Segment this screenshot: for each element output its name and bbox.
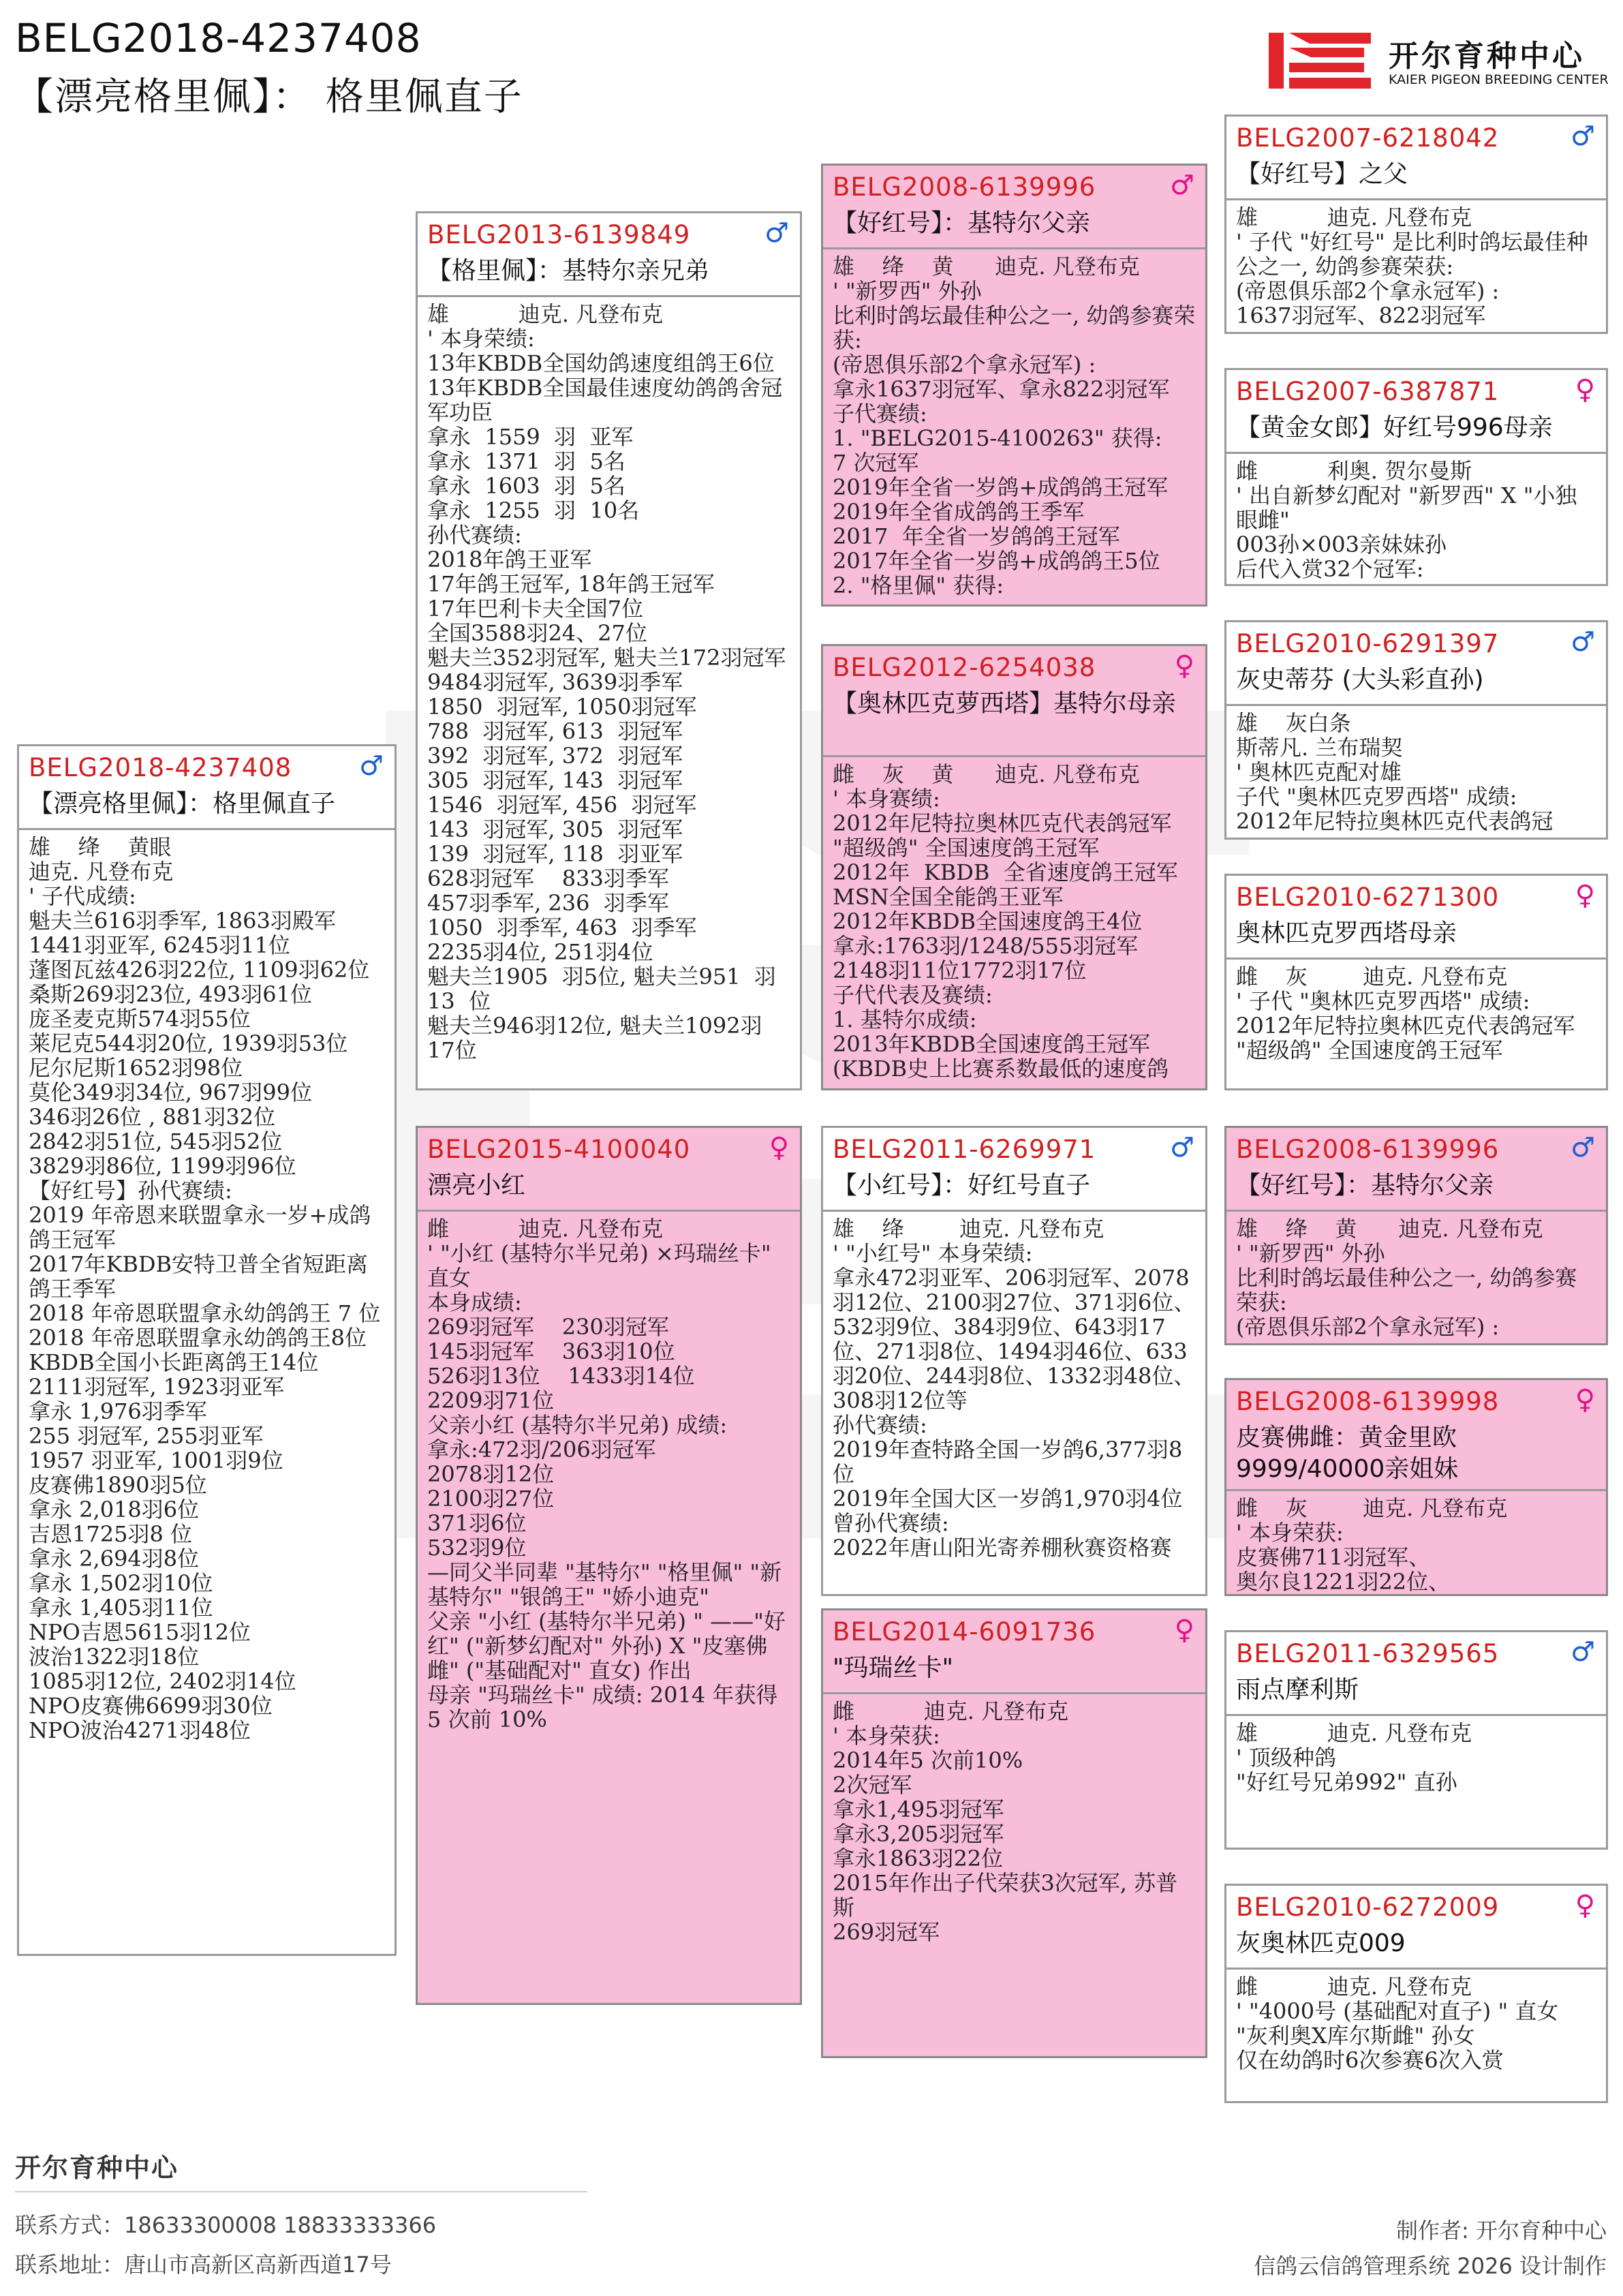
card-details: 雄 灰白条 斯蒂凡. 兰布瑞契 ' 奥林匹克配对雄 子代 "奥林匹克罗西塔" 成绩: 2012年尼特拉奥林匹克代表鸽冠 [1236,711,1554,834]
card-details: 雌 迪克. 凡登布克 ' "4000号 (基础配对直子) " 直女 "灰利奥X库尔斯雌" 孙女 仅在幼鸽时6次参赛6次入赏 [1236,1974,1559,2073]
card-ring-number: BELG2008-6139996 [833,172,1096,202]
card-name: 【漂亮格里佩】：格里佩直子 [29,790,336,818]
card-ring-number: BELG2010-6271300 [1236,883,1500,912]
card-sire[interactable] [416,211,802,1090]
male-symbol-icon: ♂ [1571,1132,1595,1163]
footer-maker: 制作者: 开尔育种中心 [1396,2218,1607,2244]
female-symbol-icon: ♀ [1174,650,1194,682]
card-details: 雄 绛 黄 迪克. 凡登布克 ' "新罗西" 外孙 比利时鸽坛最佳种公之一, 幼鸽参赛荣获: (帝恩俱乐部2个拿永冠军) : [1236,1216,1577,1340]
card-name: "玛瑞丝卡" [833,1654,954,1682]
card-name: 【好红号】之父 [1236,160,1408,188]
card-name: 皮赛佛雌：黄金里欧9999/40000亲姐妹 [1236,1424,1459,1483]
male-symbol-icon: ♂ [359,750,384,782]
card-ring-number: BELG2012-6254038 [833,653,1096,682]
footer-address-label: 联系地址： [15,2252,125,2278]
footer-org: 开尔育种中心 [15,2153,179,2183]
card-sire-dam[interactable] [821,644,1207,1090]
brand-name-en: KAIER PIGEON BREEDING CENTER [1389,72,1609,87]
card-ssd[interactable] [1224,368,1608,586]
card-ring-number: BELG2018-4237408 [29,753,292,782]
female-symbol-icon: ♀ [1174,1614,1194,1646]
card-name: 【小红号】：好红号直子 [833,1172,1091,1199]
card-name: 【格里佩】：基特尔亲兄弟 [427,257,710,285]
card-sdd[interactable] [1224,874,1608,1090]
pedigree-title: 【漂亮格里佩】： 格里佩直子 [15,75,523,119]
card-ring-number: BELG2011-6329565 [1236,1639,1500,1668]
card-ddd[interactable] [1224,1884,1608,2103]
footer-divider [15,2191,587,2192]
card-ring-number: BELG2008-6139998 [1236,1387,1500,1416]
card-name: 【好红号】：基特尔父亲 [1236,1172,1494,1199]
card-name: 【黄金女郎】好红号996母亲 [1236,414,1553,442]
card-details: 雄 绛 黄眼 迪克. 凡登布克 ' 子代成绩: 魁夫兰616羽季军, 1863羽殿军 1441羽亚军, 6245羽11位 蓬图瓦兹426羽22位, 1109羽62位 桑斯269羽23位, 493羽61位 庞圣麦克斯574羽55位 莱尼克544羽20位, 1939羽53位 尼尔尼斯1652羽98位 莫伦349羽34位, 967羽99位 346羽26位 , 881羽32位 2842羽51位, 545羽52位 3829羽86位, 1199羽96位 【好红号】孙代赛绩: 2019 年帝恩来联盟拿永一岁+成鸽鸽王冠军 2017年KBDB安特卫普全省短距离鸽王季军 2018 年帝恩联盟拿永幼鸽鸽王 7 位 2018 年帝恩联盟拿永幼鸽鸽王8位 KBDB全国小长距离鸽王14位 2111羽冠军, 1923羽亚军 拿永 1,976羽季军 255 羽冠军, 255羽亚军 1957 羽亚军, 1001羽9位 皮赛佛1890羽5位 拿永 2,018羽6位 吉恩1725羽8 位 拿永 2,694羽8位 拿永 1,502羽10位 拿永 1,405羽11位 NPO吉恩5615羽12位 波治1322羽18位 1085羽12位, 2402羽14位 NPO皮赛佛6699羽30位 NPO波治4271羽48位 [29,835,381,1743]
footer-contact-label: 联系方式： [15,2212,125,2238]
card-details: 雌 灰 迪克. 凡登布克 ' 本身荣获: 皮赛佛711羽冠军、 奥尔良1221羽22位、 [1236,1496,1508,1594]
card-sss[interactable] [1224,114,1608,334]
card-ring-number: BELG2010-6272009 [1236,1893,1500,1922]
card-details: 雄 迪克. 凡登布克 ' 顶级种鸽 "好红号兄弟992" 直孙 [1236,1721,1472,1795]
card-details: 雄 绛 黄 迪克. 凡登布克 ' "新罗西" 外孙 比利时鸽坛最佳种公之一, 幼鸽参赛荣获: (帝恩俱乐部2个拿永冠军) : 拿永1637羽冠军、拿永822羽冠军 子代赛绩: 1. "BELG2015-4100263" 获得: 7 次冠军 2019年全省一岁鸽+成鸽鸽王冠军 2019年全省成鸽鸽王季军 2017 年全省一岁鸽鸽王冠军 2017年全省一岁鸽+成鸽鸽王5位 2. "格里佩" 获得: [833,254,1196,598]
male-symbol-icon: ♂ [1571,626,1595,658]
card-ring-number: BELG2007-6387871 [1236,377,1500,406]
male-symbol-icon: ♂ [764,217,789,249]
card-ring-number: BELG2013-6139849 [427,220,691,249]
footer-system: 信鸽云信鸽管理系统 2026 设计制作 [1254,2253,1607,2279]
card-dam-dam[interactable] [821,1608,1207,2058]
footer-address [15,2248,392,2279]
female-symbol-icon: ♀ [1575,1384,1595,1415]
kaier-k-logo-icon [1269,29,1378,91]
card-dds[interactable] [1224,1630,1608,1850]
card-name: 灰史蒂芬 (大头彩直孙) [1236,666,1484,694]
card-details: 雌 灰 黄 迪克. 凡登布克 ' 本身赛绩: 2012年尼特拉奥林匹克代表鸽冠军 "超级鸽" 全国速度鸽王冠军 2012年 KBDB 全省速度鸽王冠军 MSN全国全能鸽王亚军 2012年KBDB全国速度鸽王4位 拿永:1763羽/1248/555羽冠军 2148羽11位1772羽17位 子代代表及赛绩: 1. 基特尔成绩: 2013年KBDB全国速度鸽王冠军 (KBDB史上比赛系数最低的速度鸽 [833,762,1178,1082]
brand-name-cn: 开尔育种中心 [1389,39,1585,74]
card-name: 雨点摩利斯 [1236,1676,1359,1704]
male-symbol-icon: ♂ [1170,1132,1194,1163]
male-symbol-icon: ♂ [1170,170,1194,201]
card-ring-number: BELG2011-6269971 [833,1135,1096,1164]
card-name: 漂亮小红 [427,1172,526,1199]
card-details: 雌 利奥. 贺尔曼斯 ' 出自新梦幻配对 "新罗西" X "小独眼雌" 003孙×003亲妹妹孙 后代入赏32个冠军: [1236,459,1577,582]
card-sds[interactable] [1224,620,1608,840]
female-symbol-icon: ♀ [1575,1890,1595,1921]
card-details: 雄 迪克. 凡登布克 ' 子代 "好红号" 是比利时鸽坛最佳种公之一, 幼鸽参赛荣获: (帝恩俱乐部2个拿永冠军) : 1637羽冠军、822羽冠军 [1236,205,1588,328]
card-ring-number: BELG2008-6139996 [1236,1135,1500,1164]
brand-logo [1269,26,1609,94]
card-details: 雄 迪克. 凡登布克 ' 本身荣绩: 13年KBDB全国幼鸽速度组鸽王6位 13年KBDB全国最佳速度幼鸽鸽舍冠军功臣 拿永 1559 羽 亚军 拿永 1371 羽 5名 拿永 1603 羽 5名 拿永 1255 羽 10名 孙代赛绩: 2018年鸽王亚军 17年鸽王冠军, 18年鸽王冠军 17年巴利卡夫全国7位 全国3588羽24、27位 魁夫兰352羽冠军, 魁夫兰172羽冠军 9484羽冠军, 3639羽季军 1850 羽冠军, 1050羽冠军 788 羽冠军, 613 羽冠军 392 羽冠军, 372 羽冠军 305 羽冠军, 143 羽冠军 1546 羽冠军, 456 羽冠军 143 羽冠军, 305 羽冠军 139 羽冠军, 118 羽亚军 628羽冠军 833羽季军 457羽季军, 236 羽季军 1050 羽季军, 463 羽季军 2235羽4位, 251羽4位 魁夫兰1905 羽5位, 魁夫兰951 羽 13 位 魁夫兰946羽12位, 魁夫兰1092羽 17位 [427,302,786,1063]
female-symbol-icon: ♀ [769,1132,789,1163]
card-details: 雌 迪克. 凡登布克 ' 本身荣获: 2014年5 次前10% 2次冠军 拿永1,495羽冠军 拿永3,205羽冠军 拿永1863羽22位 2015年作出子代荣获3次冠军, 苏普斯 269羽冠军 [833,1699,1178,1945]
card-dss[interactable] [1224,1126,1608,1345]
card-sire-sire[interactable] [821,164,1207,607]
card-ring-number: BELG2007-6218042 [1236,123,1500,153]
pedigree-ring-number: BELG2018-4237408 [15,15,422,61]
card-details: 雌 灰 迪克. 凡登布克 ' 子代 "奥林匹克罗西塔" 成绩: 2012年尼特拉奥林匹克代表鸽冠军 "超级鸽" 全国速度鸽王冠军 [1236,964,1575,1063]
footer-address-text: 唐山市高新区高新西道17号 [124,2252,392,2278]
card-self[interactable] [17,744,397,1956]
card-dam-sire[interactable] [821,1126,1207,1596]
card-name: 【奥林匹克萝西塔】基特尔母亲 [833,690,1177,718]
card-ring-number: BELG2010-6291397 [1236,629,1500,658]
card-name: 奥林匹克罗西塔母亲 [1236,919,1457,947]
card-details: 雌 迪克. 凡登布克 ' "小红 (基特尔半兄弟) ×玛瑞丝卡" 直女 本身成绩: 269羽冠军 230羽冠军 145羽冠军 363羽10位 526羽13位 1433羽14位 2209羽71位 父亲小红 (基特尔半兄弟) 成绩: 拿永:472羽/206羽冠军 2078羽12位 2100羽27位 371羽6位 532羽9位 —同父半同辈 "基特尔" "格里佩" "新基特尔" "银鸽王" "娇小迪克" 父亲 "小红 (基特尔半兄弟) " ——"好红" ("新梦幻配对" 外孙) X "皮塞佛雌" ("基础配对" 直女) 作出 母亲 "玛瑞丝卡" 成绩: 2014 年获得 5 次前 10% [427,1216,786,1732]
footer-contact-phones: 18633300008 18833333366 [124,2212,437,2238]
card-dsd[interactable] [1224,1378,1608,1596]
card-name: 【好红号】：基特尔父亲 [833,209,1091,237]
female-symbol-icon: ♀ [1575,374,1595,405]
card-details: 雄 绛 迪克. 凡登布克 ' "小红号" 本身荣绩: 拿永472羽亚军、206羽冠军、2078羽12位、2100羽27位、371羽6位、532羽9位、384羽9位、643羽17位、271羽8位、1494羽46位、633羽20位、244羽8位、1332羽48位、308羽12位等 孙代赛绩: 2019年查特路全国一岁鸽6,377羽8位 2019年全国大区一岁鸽1,970羽4位 曾孙代赛绩: 2022年唐山阳光寄养棚秋赛资格赛 [833,1216,1196,1561]
female-symbol-icon: ♀ [1575,880,1595,911]
card-name: 灰奥林匹克009 [1236,1929,1406,1957]
card-ring-number: BELG2014-6091736 [833,1617,1096,1647]
male-symbol-icon: ♂ [1571,121,1595,152]
footer-contact [15,2208,436,2239]
card-dam[interactable] [416,1126,802,2005]
card-ring-number: BELG2015-4100040 [427,1135,691,1164]
male-symbol-icon: ♂ [1571,1636,1595,1668]
